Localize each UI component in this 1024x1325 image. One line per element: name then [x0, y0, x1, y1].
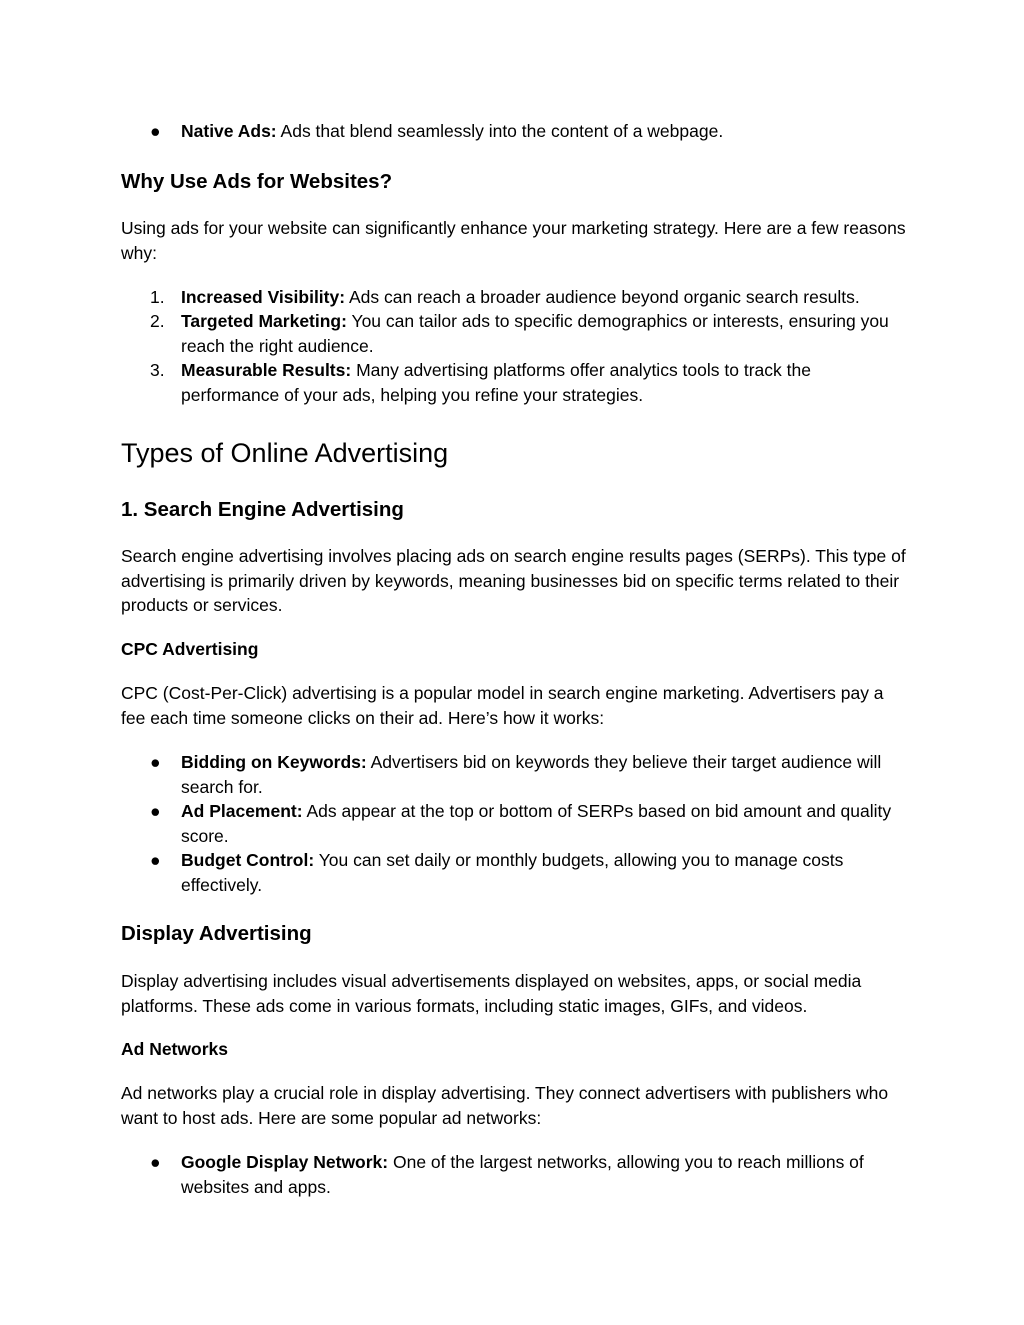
- section-heading-why-use-ads: Why Use Ads for Websites?: [121, 170, 393, 193]
- list-item-text: Ads can reach a broader audience beyond organic search results.: [345, 287, 860, 307]
- number-marker: 1.: [150, 287, 165, 307]
- list-item-google-display-network: [121, 1150, 911, 1199]
- number-marker: 3.: [150, 360, 165, 380]
- subsection-heading-ad-networks: Ad Networks: [121, 1039, 228, 1059]
- bullet-marker: ●: [150, 850, 161, 870]
- bullet-marker: ●: [150, 1152, 161, 1172]
- list-item-text: Many advertising platforms offer analytics tools to track the performance of your ads, helping you refine your strategies.: [181, 360, 811, 405]
- section-heading-display-advertising: Display Advertising: [121, 922, 312, 945]
- list-item-measurable-results: [121, 358, 911, 407]
- paragraph-why-use-ads: Using ads for your website can significantly enhance your marketing strategy. Here are a few reasons why:: [121, 218, 906, 263]
- list-item-text: Advertisers bid on keywords they believe their target audience will search for.: [181, 752, 882, 797]
- bullet-marker: ●: [150, 801, 161, 821]
- list-item-text: One of the largest networks, allowing you to reach millions of websites and apps.: [181, 1152, 864, 1197]
- list-item-term: Increased Visibility:: [181, 287, 346, 307]
- list-item-text: You can set daily or monthly budgets, allowing you to manage costs effectively.: [181, 850, 844, 895]
- list-item-term: Google Display Network:: [181, 1152, 389, 1172]
- list-item-text: Ads that blend seamlessly into the content of a webpage.: [276, 121, 724, 141]
- list-item-targeted-marketing: [121, 309, 911, 358]
- list-item-term: Ad Placement:: [181, 801, 303, 821]
- paragraph-display-advertising: Display advertising includes visual advertisements displayed on websites, apps, or social media platforms. These ads come in various formats, including static images, GIFs, and videos.: [121, 971, 862, 1016]
- list-item-term: Bidding on Keywords:: [181, 752, 367, 772]
- subsection-heading-cpc-advertising: CPC Advertising: [121, 639, 259, 659]
- list-item-ad-placement: [121, 799, 911, 848]
- list-item-term: Measurable Results:: [181, 360, 352, 380]
- list-item-term: Targeted Marketing:: [181, 311, 347, 331]
- list-item-bidding-on-keywords: [121, 750, 911, 799]
- list-item-native-ads: [121, 119, 911, 144]
- list-item-budget-control: [121, 848, 911, 897]
- bullet-marker: ●: [150, 121, 161, 141]
- bullet-marker: ●: [150, 752, 161, 772]
- list-item-term: Native Ads:: [181, 121, 277, 141]
- list-item-term: Budget Control:: [181, 850, 315, 870]
- list-item-text: You can tailor ads to specific demographics or interests, ensuring you reach the right audience.: [181, 311, 889, 356]
- list-item-increased-visibility: [121, 285, 911, 310]
- list-item-text: Ads appear at the top or bottom of SERPs based on bid amount and quality score.: [181, 801, 892, 846]
- page-title-types-of-online-advertising: Types of Online Advertising: [121, 438, 449, 468]
- paragraph-search-engine-advertising: Search engine advertising involves placing ads on search engine results pages (SERPs). This type of advertising is primarily driven by keywords, meaning businesses bid on specific terms related to their products or services.: [121, 546, 906, 615]
- paragraph-cpc-advertising: CPC (Cost-Per-Click) advertising is a popular model in search engine marketing. Advertisers pay a fee each time someone clicks on their ad. Here’s how it works:: [121, 683, 884, 728]
- paragraph-ad-networks: Ad networks play a crucial role in display advertising. They connect advertisers with publishers who want to host ads. Here are some popular ad networks:: [121, 1083, 889, 1128]
- number-marker: 2.: [150, 311, 165, 331]
- section-heading-search-engine-advertising: 1. Search Engine Advertising: [121, 498, 404, 521]
